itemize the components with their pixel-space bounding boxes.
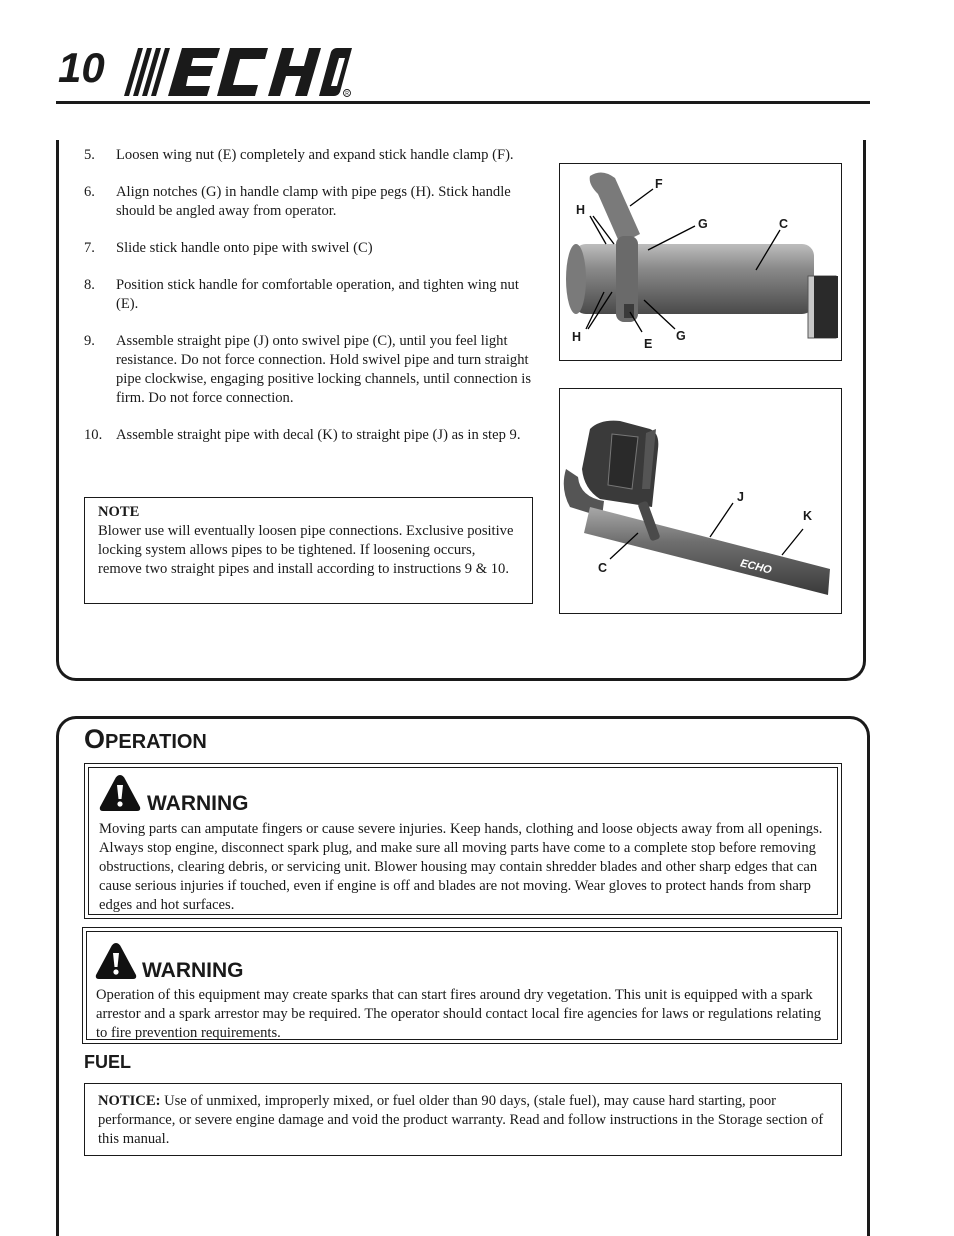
handle-clamp-figure xyxy=(559,163,842,361)
note-box xyxy=(84,497,533,604)
handle-clamp-illustration xyxy=(560,164,841,360)
callout-g-bottom: G xyxy=(676,329,686,343)
callout-h-bottom: H xyxy=(572,330,582,344)
step-item: 9. Assemble straight pipe (J) onto swivel pipe (C), until you feel light resistance. Do not force connection. Hold swivel pipe and turn straight pipe clockwise, engaging positive locking channels, until connection is firm. Do not force connection. xyxy=(84,333,532,406)
warning-text: Moving parts can amputate fingers or cause severe injuries. Keep hands, clothing and loose objects away from all openings. Always stop engine, disconnect spark plug, and make sure all moving parts have come to a complete stop before removing obstructions, clearing debris, or servicing unit. Blower housing may contain shredder blades and other sharp edges that can cause serious injuries if touched, even if engine is off and blades are not moving. Wear gloves to protect hands from sharp edges and hot surfaces. xyxy=(99,821,823,913)
callout-k: K xyxy=(803,509,813,523)
step-item: 6. Align notches (G) in handle clamp with pipe pegs (H). Stick handle should be angled away from operator. xyxy=(84,184,511,219)
callout-c: C xyxy=(779,217,789,231)
page-number: 10 xyxy=(58,44,105,91)
pipe-assembly-illustration xyxy=(560,389,841,613)
step-item: 7. Slide stick handle onto pipe with swivel (C) xyxy=(84,240,373,256)
callout-e: E xyxy=(644,337,653,351)
assembly-steps xyxy=(84,146,536,463)
notice-box xyxy=(84,1083,842,1156)
step-item: 10. Assemble straight pipe with decal (K) to straight pipe (J) as in step 9. xyxy=(84,427,521,443)
warning-heading: WARNING xyxy=(142,959,244,982)
echo-decal: ECHO xyxy=(739,557,773,577)
svg-text:R: R xyxy=(345,91,349,97)
callout-j: J xyxy=(737,490,744,504)
echo-logo xyxy=(118,46,354,98)
callout-h-top: H xyxy=(576,203,586,217)
pipe-assembly-figure xyxy=(559,388,842,614)
callout-f: F xyxy=(655,177,663,191)
callout-c: C xyxy=(598,561,608,575)
operation-title: OPERATION xyxy=(84,724,207,754)
warning-triangle-icon xyxy=(99,774,141,812)
warning-heading: WARNING xyxy=(147,792,249,815)
notice-text: Use of unmixed, improperly mixed, or fuel older than 90 days, (stale fuel), may cause hard starting, poor performance, or severe engine damage and void the product warranty. Read and follow instructions in the Storage section of this manual. xyxy=(98,1093,824,1147)
note-title: NOTE xyxy=(98,504,140,520)
fuel-heading: FUEL xyxy=(84,1052,131,1072)
notice-label: NOTICE: xyxy=(98,1093,161,1109)
header-rule xyxy=(56,101,870,104)
warning-text: Operation of this equipment may create sparks that can start fires around dry vegetation. This unit is equipped with a spark arrestor and a spark arrestor may be required. The operator should contact local fire agencies for laws or regulations relating to fire prevention requirements. xyxy=(96,987,822,1041)
step-item: 8. Position stick handle for comfortable operation, and tighten wing nut (E). xyxy=(84,277,519,312)
callout-g-top: G xyxy=(698,217,708,231)
warning-box-moving-parts xyxy=(84,763,842,919)
warning-box-fire xyxy=(82,927,842,1044)
note-text: Blower use will eventually loosen pipe connections. Exclusive positive locking system allows pipes to be tightened. If loosening occurs, remove two straight pipes and install according to instructions 9 & 10. xyxy=(98,523,514,577)
step-item: 5. Loosen wing nut (E) completely and expand stick handle clamp (F). xyxy=(84,147,514,163)
warning-triangle-icon xyxy=(95,942,137,980)
